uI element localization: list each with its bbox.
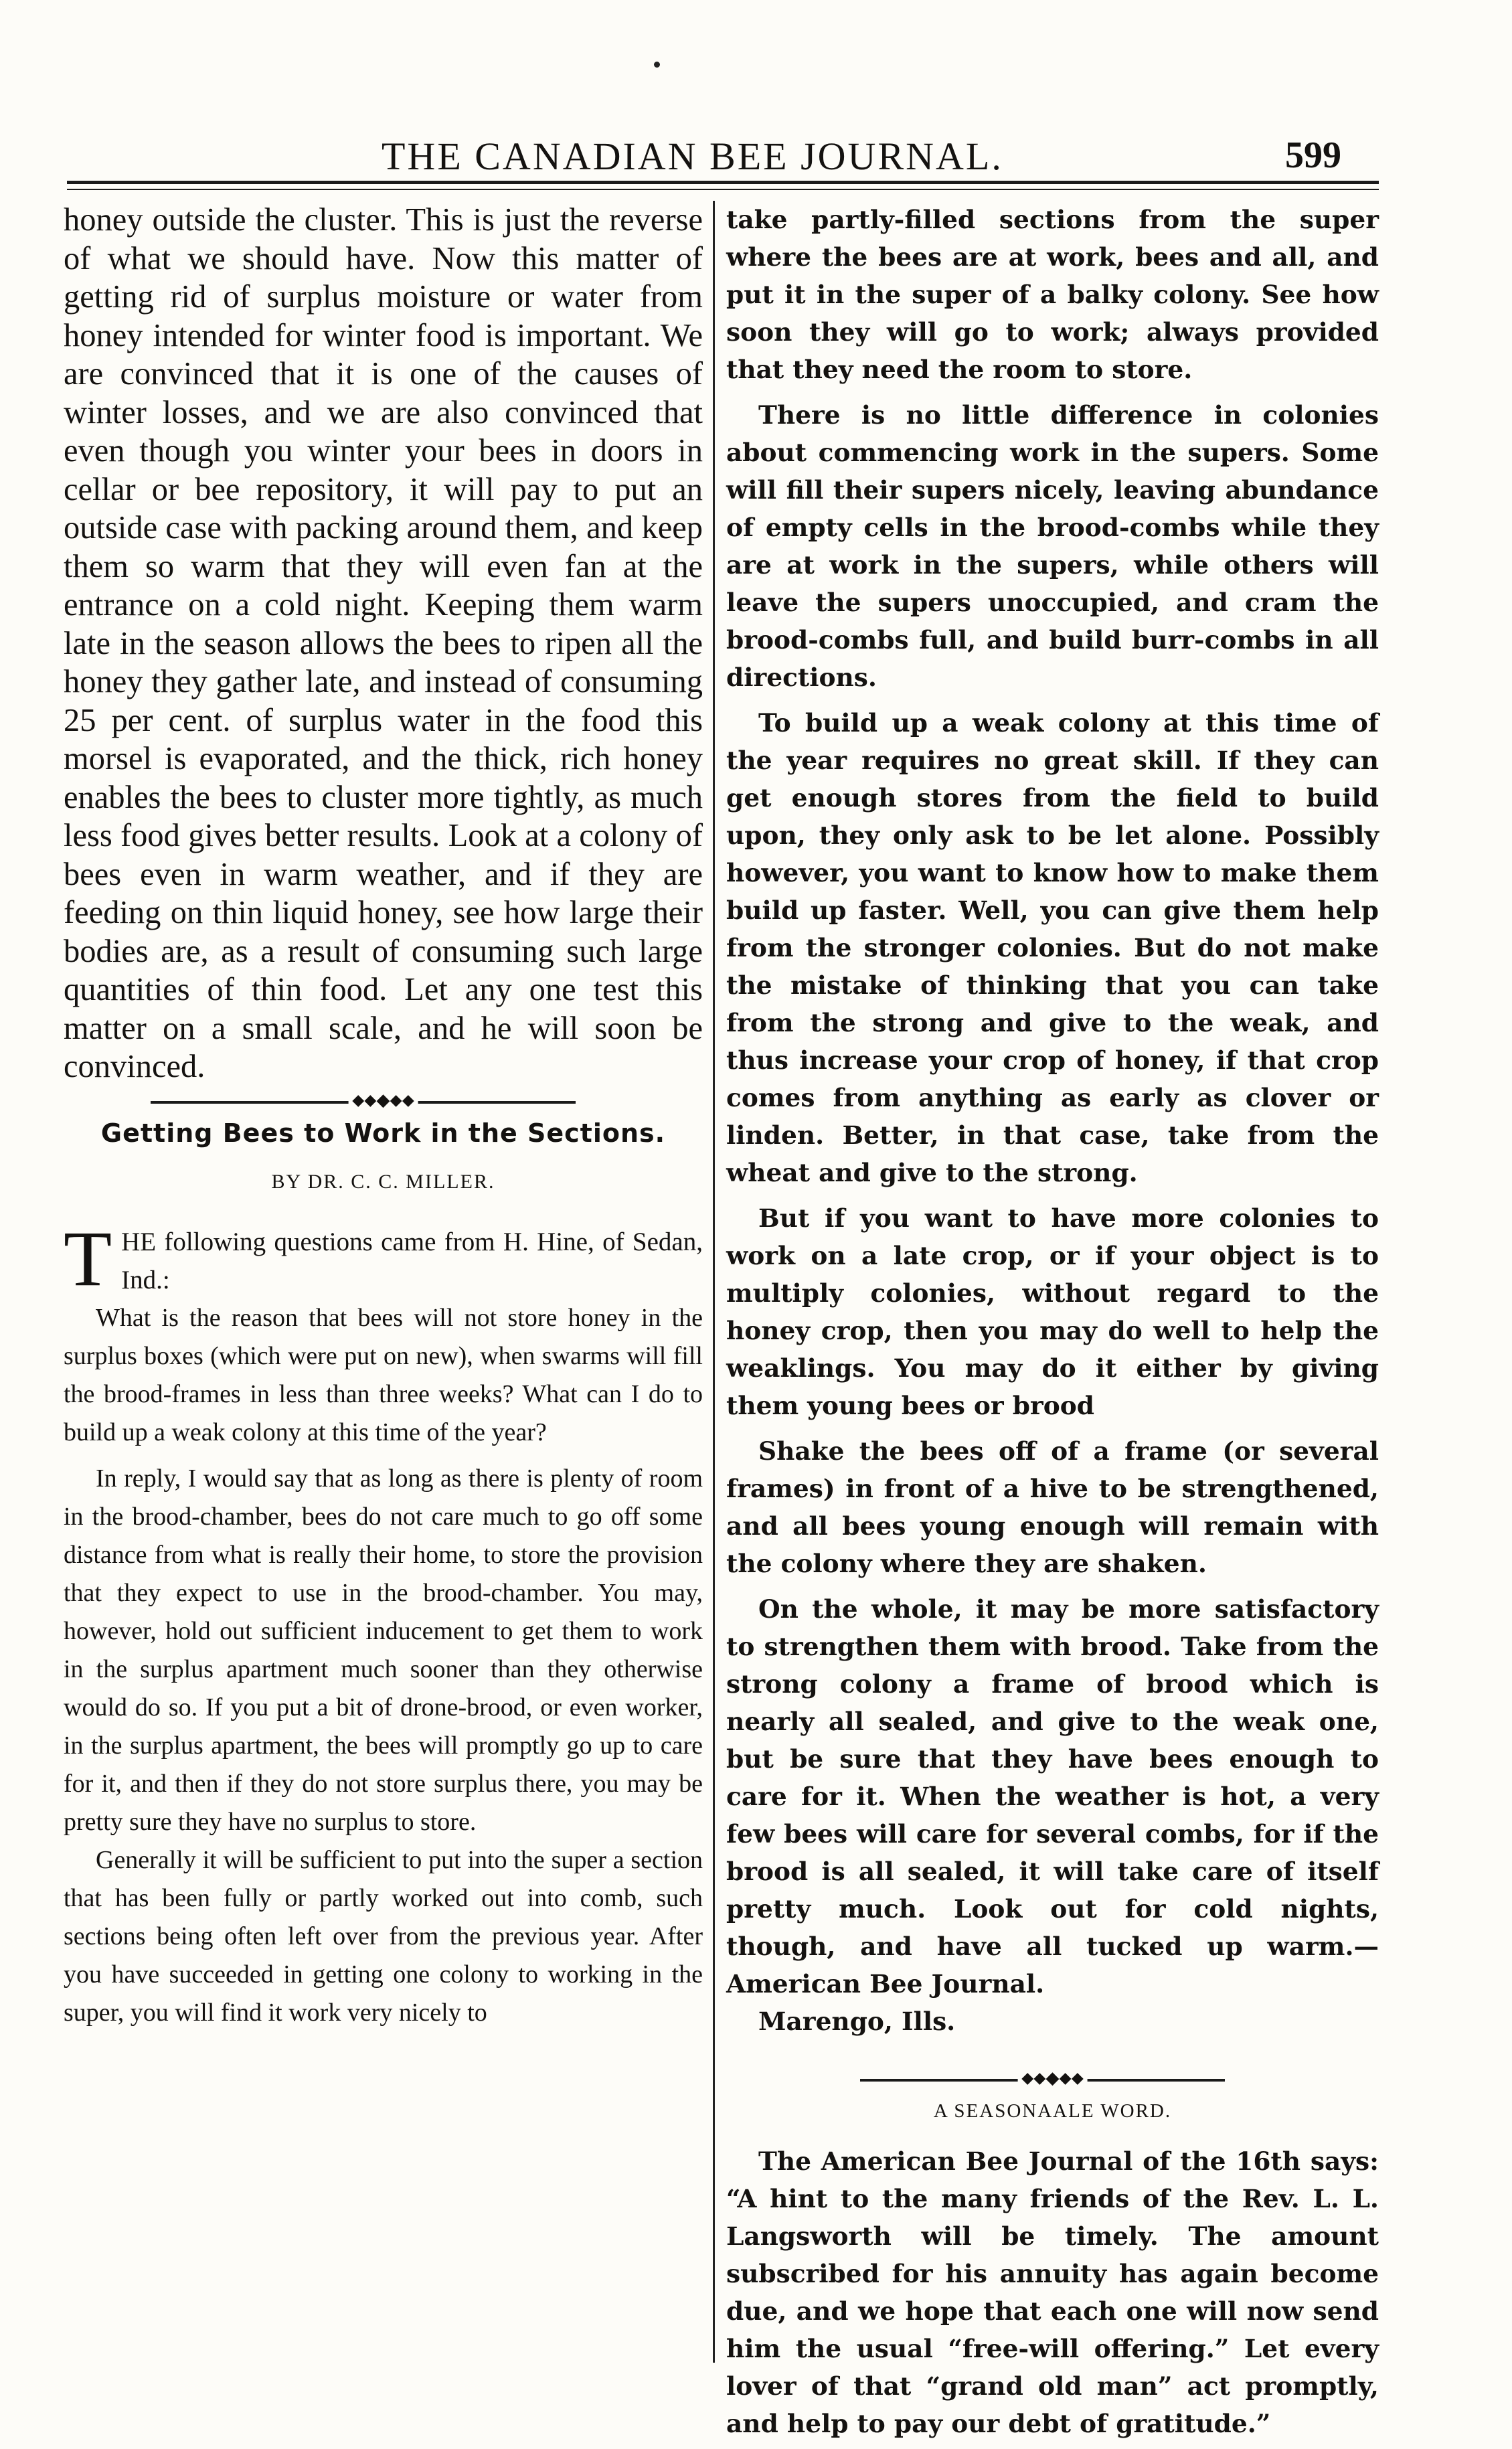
right-paragraph-7: The American Bee Journal of the 16th says: “A hint to the many friends of the Rev. L. L. Langsworth will be timely. The amount subscribed for his annuity has again become due, and we hope that each one will now send him the usual “free-will offering.” Let every lover of that “grand old man” act promptly, and help to pay our debt of gratitude.” bbox=[726, 2146, 1379, 2438]
page-number: 599 bbox=[1285, 135, 1341, 176]
reply-paragraph-2: Generally it will be sufficient to put into the super a section that has been fully or partly worked out into comb, such sections being often left over from the previous year. After you have succeeded in getting one colony to working in the super, you will find it work very nicely to bbox=[64, 1845, 703, 2027]
reply-paragraph-1: In reply, I would say that as long as there is plenty of room in the brood-chamber, bees do not care much to go off some distance from what is really their home, to store the provision that they expect to use in the brood-chamber. You may, however, hold out sufficient inducement to get them to work in the surplus apartment much sooner than they otherwise would do so. If you put a bit of drone-brood, or even worker, in the surplus apartment, the bees will promptly go up to care for it, and then if they do not store surplus there, you may be pretty sure they have no surplus to store. bbox=[64, 1464, 703, 1836]
right-paragraph-4: But if you want to have more colonies to work on a late crop, or if your object is to multiply colonies, without regard to the honey crop, then you may do well to help the weaklings. You may do it either by giving them young bees or brood bbox=[726, 1203, 1379, 1420]
column-divider bbox=[713, 201, 715, 2363]
question-intro: HE following questions came from H. Hine, of Sedan, Ind.: bbox=[121, 1227, 703, 1294]
question-intro-block bbox=[64, 1214, 703, 1302]
right-paragraph-1: take partly-filled sections from the super where the bees are at work, bees and all, and put it in the super of a balky colony. See how soon they will go to work; always provided that they need the room to store. bbox=[726, 205, 1379, 384]
left-column bbox=[64, 201, 703, 2389]
section-title: A SEASONAALE WORD. bbox=[933, 2100, 1172, 2122]
article-title: Getting Bees to Work in the Sections. bbox=[100, 1118, 666, 1148]
right-paragraph-2: There is no little difference in colonies about commencing work in the supers. Some will fill their supers nicely, leaving abundance of empty cells in the brood-combs while they are at work in the supers, while others will leave the supers unoccupied, and cram the brood-combs full, and build burr-combs in all directions. bbox=[726, 400, 1379, 692]
header-rule-thin bbox=[67, 189, 1379, 190]
right-column bbox=[726, 201, 1379, 2438]
byline: BY DR. C. C. MILLER. bbox=[271, 1170, 495, 1193]
right-paragraph-3: To build up a weak colony at this time of the year requires no great skill. If they can get enough stores from the field to build upon, they only ask to be let alone. Possibly however, you want to know how to make them build up faster. Well, you can give them help from the stronger colonies. But do not make the mistake of thinking that you can take from the strong and give to the weak, and thus increase your crop of honey, if that crop comes from anything as early as clover or linden. Better, in that case, take from the wheat and give to the strong. bbox=[726, 708, 1379, 1187]
header-rule bbox=[67, 181, 1379, 184]
signature-location: Marengo, Ills. bbox=[758, 2007, 956, 2036]
drop-cap: T bbox=[64, 1214, 112, 1302]
right-paragraph-6: On the whole, it may be more satisfactory to strengthen them with brood. Take from the strong colony a frame of brood which is nearly all sealed, and give to the weak one, but be sure that they have bees enough to care for it. When the weather is hot, a very few bees will care for several combs, for if the brood is all sealed, it will take care of itself pretty much. Look out for cold nights, though, and have all tucked up warm.—American Bee Journal. bbox=[726, 1594, 1379, 1999]
print-speck bbox=[654, 62, 660, 68]
ornament-glyph: ⬥⬥◆⬥⬥ bbox=[348, 1090, 418, 1111]
section-ornament bbox=[64, 1090, 703, 1110]
question-text: What is the reason that bees will not store honey in the surplus boxes (which were put on new), when swarms will fill the brood-frames in less than three weeks? What can I do to build up a weak colony at this time of the year? bbox=[64, 1303, 703, 1446]
right-paragraph-5: Shake the bees off of a frame (or several frames) in front of a hive to be strengthened, and all bees young enough will remain with the colony where they are shaken. bbox=[726, 1436, 1379, 1578]
section-ornament-right bbox=[726, 2067, 1379, 2094]
intro-paragraph: honey outside the cluster. This is just the reverse of what we should have. Now this matter of getting rid of surplus moisture or water from honey intended for winter food is important. We are convinced that it is one of the causes of winter losses, and we are also convinced that even though you winter your bees in doors in cellar or bee repository, it will pay to put an outside case with packing around them, and keep them so warm that they will even fan at the entrance on a cold night. Keeping them warm late in the season allows the bees to ripen all the honey they gather late, and instead of consuming 25 per cent. of surplus water in the food this morsel is evaporated, and the thick, rich honey enables the bees to cluster more tightly, as much less food gives better results. Look at a colony of bees even in warm weather, and if they are feeding on thin liquid honey, see how large their bodies are, as a result of consuming such large quantities of thin food. Let any one test this matter on a small scale, and he will soon be convinced. bbox=[64, 202, 703, 1084]
page-header bbox=[67, 134, 1379, 187]
journal-title: THE CANADIAN BEE JOURNAL. bbox=[382, 135, 1003, 178]
ornament-glyph-right: ⬥⬥◆⬥⬥ bbox=[1017, 2068, 1088, 2089]
